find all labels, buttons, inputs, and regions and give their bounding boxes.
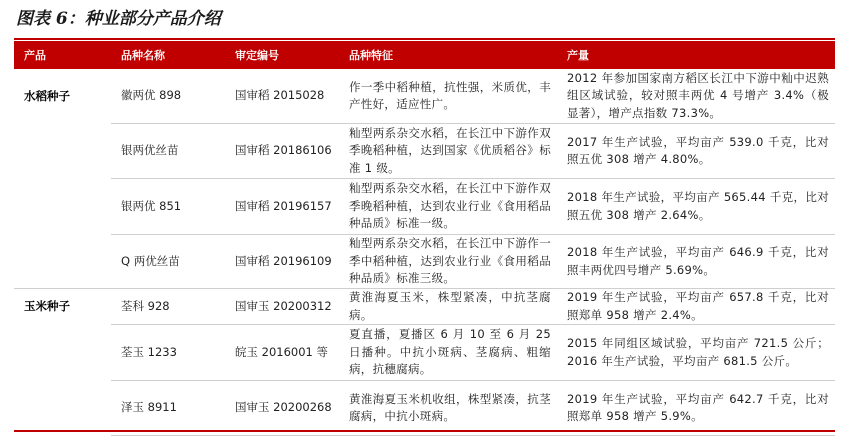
cell-yield: 2018 年生产试验，平均亩产 646.9 千克，比对照丰两优四号增产 5.69%。 xyxy=(557,235,835,289)
cell-features: 籼型两系杂交水稻，在长江中下游作双季晚稻种植，达到国家《优质稻谷》标准 1 级。 xyxy=(339,124,557,179)
top-rule xyxy=(14,38,835,40)
cell-variety: 泽玉 8911 xyxy=(111,381,225,436)
table-header-row xyxy=(14,41,835,69)
cell-approval: 国审稻 2015028 xyxy=(225,69,339,124)
cell-category xyxy=(14,179,111,235)
bottom-rule xyxy=(14,430,835,432)
cell-category xyxy=(14,381,111,436)
table-row xyxy=(14,124,835,179)
cell-features: 夏直播，夏播区 6 月 10 至 6 月 25 日播种。中抗小斑病、茎腐病、粗缩病，抗穗腐病。 xyxy=(339,325,557,381)
product-table xyxy=(14,41,835,436)
cell-yield: 2018 年生产试验，平均亩产 565.44 千克，比对照五优 308 增产 2.64%。 xyxy=(557,179,835,235)
header-approval: 审定编号 xyxy=(225,41,339,69)
table-row xyxy=(14,235,835,289)
cell-category xyxy=(14,325,111,381)
table-row xyxy=(14,289,835,325)
table-row xyxy=(14,69,835,124)
header-yield: 产量 xyxy=(557,41,835,69)
cell-variety: Q 两优丝苗 xyxy=(111,235,225,289)
figure-title: 图表 6：种业部分产品介绍 xyxy=(16,9,221,29)
cell-features: 籼型两系杂交水稻，在长江中下游作双季晚稻种植，达到农业行业《食用稻品种品质》标准一级。 xyxy=(339,179,557,235)
cell-features: 籼型两系杂交水稻，在长江中下游作一季中稻种植，达到农业行业《食用稻品种品质》标准三级。 xyxy=(339,235,557,289)
header-features: 品种特征 xyxy=(339,41,557,69)
cell-category xyxy=(14,124,111,179)
table-row xyxy=(14,179,835,235)
cell-category xyxy=(14,235,111,289)
cell-features: 黄淮海夏玉米机收组，株型紧凑，抗茎腐病，中抗小斑病。 xyxy=(339,381,557,436)
cell-approval: 国审玉 20200312 xyxy=(225,289,339,325)
cell-approval: 国审稻 20186106 xyxy=(225,124,339,179)
cell-approval: 国审玉 20200268 xyxy=(225,381,339,436)
cell-variety: 荃玉 1233 xyxy=(111,325,225,381)
header-variety: 品种名称 xyxy=(111,41,225,69)
cell-yield: 2015 年同组区域试验，平均亩产 721.5 公斤；2016 年生产试验，平均亩产 681.5 公斤。 xyxy=(557,325,835,381)
cell-yield: 2017 年生产试验，平均亩产 539.0 千克，比对照五优 308 增产 4.80%。 xyxy=(557,124,835,179)
cell-approval: 国审稻 20196157 xyxy=(225,179,339,235)
cell-variety: 荃科 928 xyxy=(111,289,225,325)
header-product: 产品 xyxy=(14,41,111,69)
cell-category: 玉米种子 xyxy=(24,299,70,313)
cell-features: 黄淮海夏玉米，株型紧凑，中抗茎腐病。 xyxy=(339,289,557,325)
cell-variety: 银两优丝苗 xyxy=(111,124,225,179)
cell-variety: 徽两优 898 xyxy=(111,69,225,124)
cell-category: 水稻种子 xyxy=(24,88,70,103)
cell-features: 作一季中稻种植，抗性强，米质优，丰产性好，适应性广。 xyxy=(339,69,557,124)
cell-variety: 银两优 851 xyxy=(111,179,225,235)
cell-yield: 2019 年生产试验，平均亩产 642.7 千克，比对照郑单 958 增产 5.9%。 xyxy=(557,381,835,436)
cell-yield: 2019 年生产试验，平均亩产 657.8 千克，比对照郑单 958 增产 2.4%。 xyxy=(557,289,835,325)
cell-approval: 皖玉 2016001 等 xyxy=(225,325,339,381)
cell-approval: 国审稻 20196109 xyxy=(225,235,339,289)
table-row xyxy=(14,325,835,381)
table-row xyxy=(14,381,835,436)
cell-yield: 2012 年参加国家南方稻区长江中下游中籼中迟熟组区域试验，较对照丰两优 4 号增产 3.4%（极显著），增产点指数 73.3%。 xyxy=(557,69,835,124)
